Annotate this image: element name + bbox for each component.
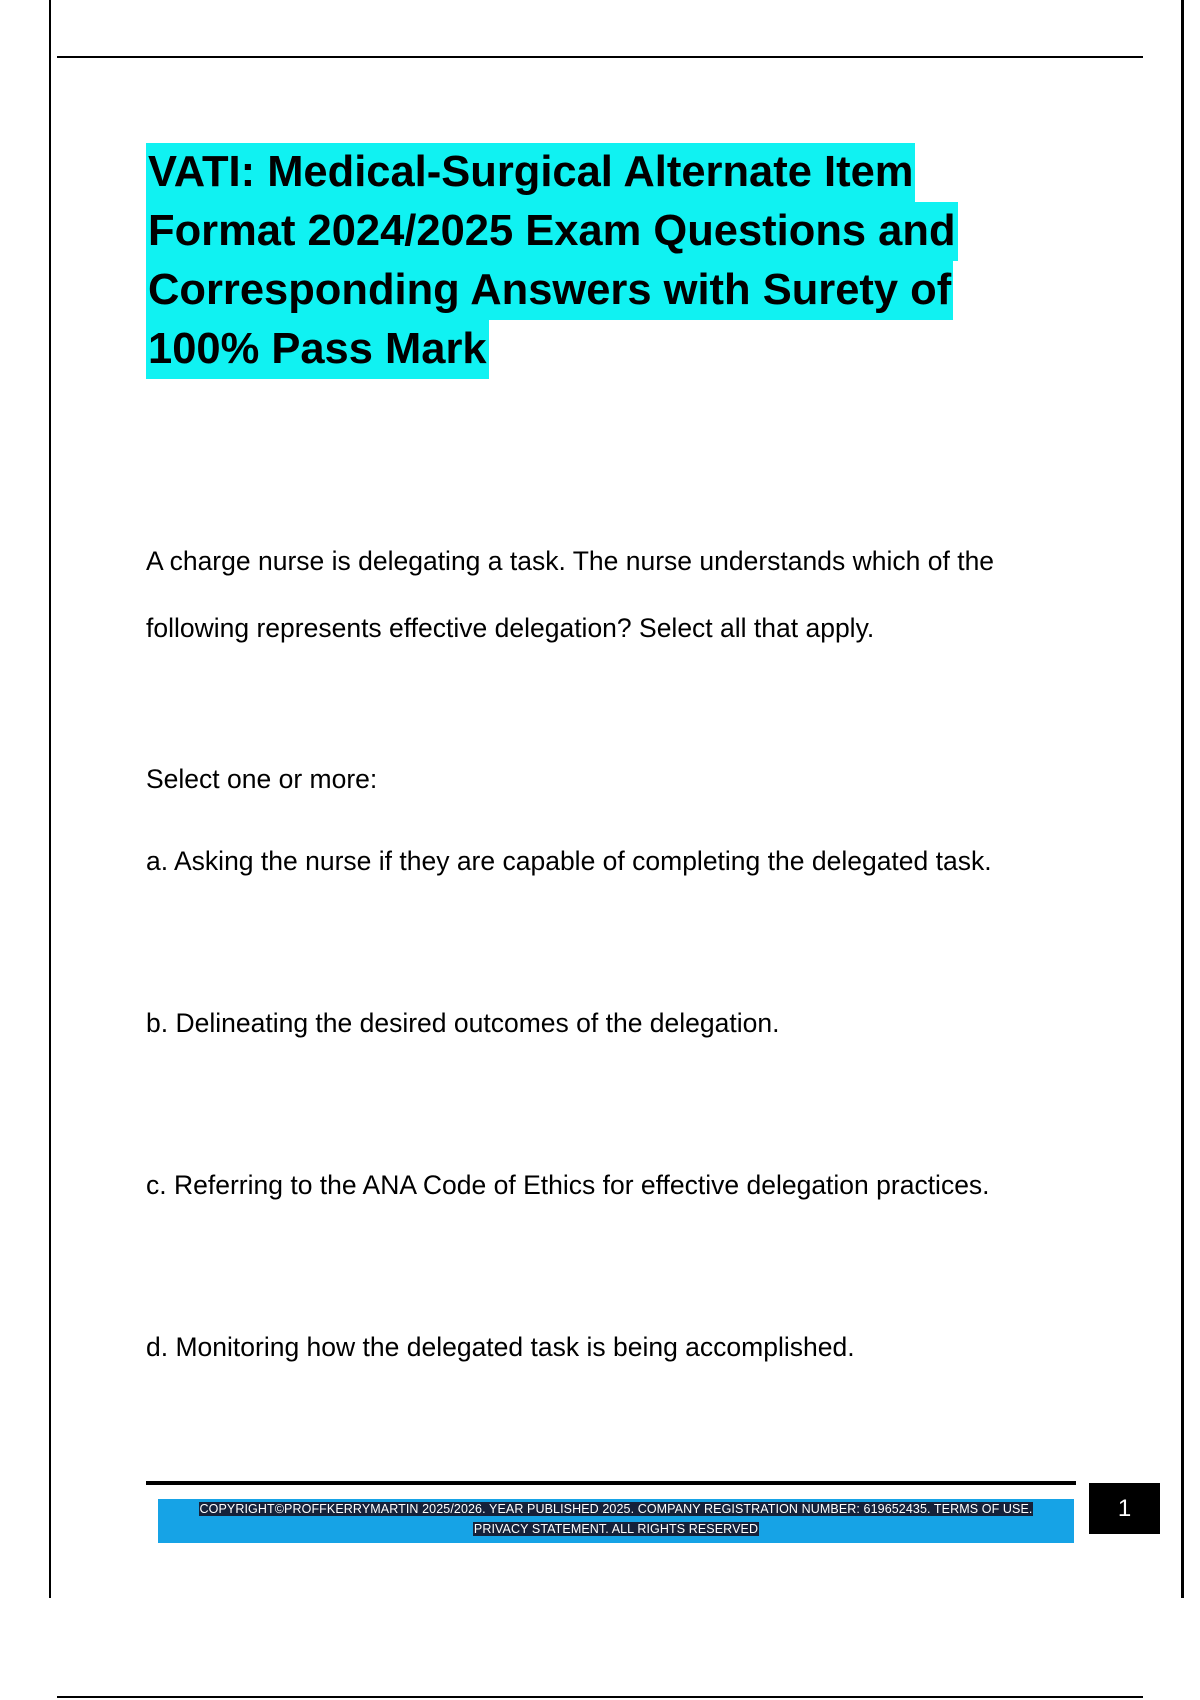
option-d: d. Monitoring how the delegated task is being accomplished. (146, 1332, 855, 1362)
title-line: Format 2024/2025 Exam Questions and (146, 202, 958, 261)
copyright-line-2: PRIVACY STATEMENT. ALL RIGHTS RESERVED (473, 1522, 759, 1536)
page-border-left (49, 0, 51, 1598)
copyright-line-1: COPYRIGHT©PROFFKERRYMARTIN 2025/2026. YEAR PUBLISHED 2025. COMPANY REGISTRATION NUMBER: 619652435. TERMS OF USE. (199, 1502, 1033, 1516)
title-line: 100% Pass Mark (146, 320, 489, 379)
copyright-footer (158, 1499, 1074, 1543)
option-b: b. Delineating the desired outcomes of the delegation. (146, 1008, 780, 1038)
select-instruction: Select one or more: (146, 764, 378, 794)
title-line: Corresponding Answers with Surety of (146, 261, 953, 320)
title-line: VATI: Medical-Surgical Alternate Item (146, 143, 915, 202)
title-block (146, 143, 1076, 379)
option-c: c. Referring to the ANA Code of Ethics for effective delegation practices. (146, 1170, 990, 1200)
bottom-rule (57, 1696, 1143, 1698)
page-border-right (1181, 0, 1184, 1598)
top-rule (57, 56, 1143, 58)
question-text: A charge nurse is delegating a task. The nurse understands which of the following represents effective delegation? Select all that apply. (146, 546, 995, 643)
footer-rule (146, 1481, 1076, 1485)
page-number: 1 (1089, 1483, 1160, 1534)
option-a: a. Asking the nurse if they are capable of completing the delegated task. (146, 846, 992, 876)
document-title (146, 143, 1076, 379)
